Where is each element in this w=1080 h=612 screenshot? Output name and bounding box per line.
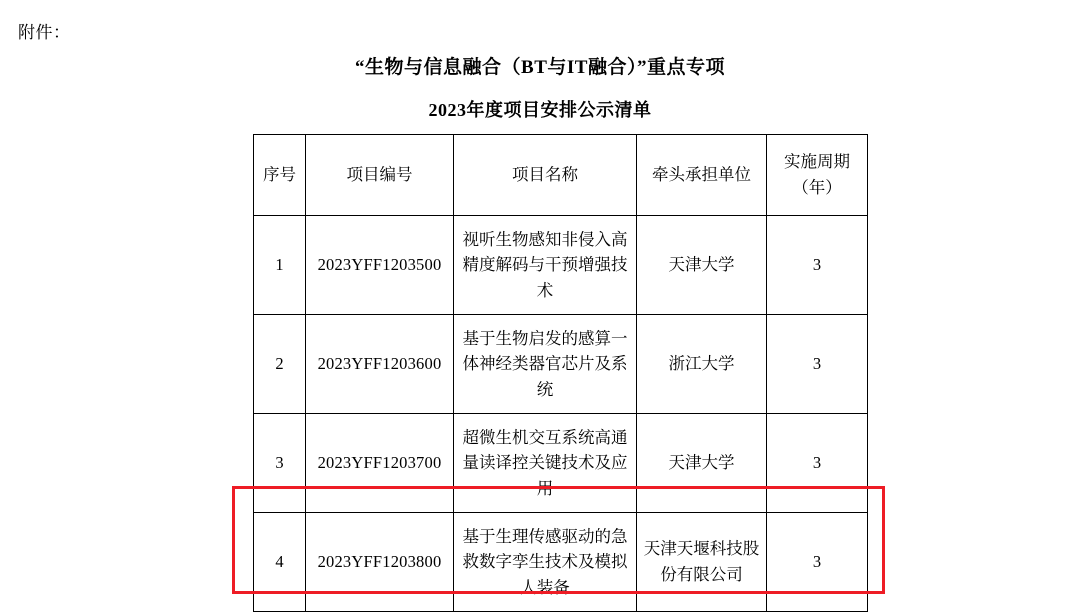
cell-years: 3 bbox=[767, 414, 868, 513]
cell-org: 浙江大学 bbox=[637, 315, 767, 414]
column-header-org: 牵头承担单位 bbox=[637, 135, 767, 216]
cell-no: 3 bbox=[254, 414, 306, 513]
column-header-code: 项目编号 bbox=[306, 135, 454, 216]
cell-code: 2023YFF1203700 bbox=[306, 414, 454, 513]
project-listing-table bbox=[253, 134, 868, 612]
cell-code: 2023YFF1203600 bbox=[306, 315, 454, 414]
cell-org: 天津大学 bbox=[637, 414, 767, 513]
column-header-no: 序号 bbox=[254, 135, 306, 216]
table-row bbox=[254, 216, 868, 315]
table-row-highlighted bbox=[254, 513, 868, 612]
cell-no: 4 bbox=[254, 513, 306, 612]
cell-no: 2 bbox=[254, 315, 306, 414]
cell-org: 天津大学 bbox=[637, 216, 767, 315]
table-header-row bbox=[254, 135, 868, 216]
table-row bbox=[254, 315, 868, 414]
cell-code: 2023YFF1203800 bbox=[306, 513, 454, 612]
page-title: “生物与信息融合（BT与IT融合）”重点专项 bbox=[355, 57, 725, 78]
cell-years: 3 bbox=[767, 216, 868, 315]
cell-org: 天津天堰科技股份有限公司 bbox=[637, 513, 767, 612]
cell-no: 1 bbox=[254, 216, 306, 315]
project-listing-table-wrapper bbox=[253, 134, 867, 612]
cell-name: 基于生理传感驱动的急救数字孪生技术及模拟人装备 bbox=[454, 513, 637, 612]
attachment-label: 附件： bbox=[18, 23, 71, 42]
cell-name: 视听生物感知非侵入高精度解码与干预增强技术 bbox=[454, 216, 637, 315]
table-row bbox=[254, 414, 868, 513]
column-header-name: 项目名称 bbox=[454, 135, 637, 216]
column-header-years: 实施周期（年） bbox=[767, 135, 868, 216]
cell-code: 2023YFF1203500 bbox=[306, 216, 454, 315]
cell-years: 3 bbox=[767, 315, 868, 414]
cell-name: 超微生机交互系统高通量读译控关键技术及应用 bbox=[454, 414, 637, 513]
cell-name: 基于生物启发的感算一体神经类器官芯片及系统 bbox=[454, 315, 637, 414]
page-subtitle: 2023年度项目安排公示清单 bbox=[428, 100, 652, 120]
cell-years: 3 bbox=[767, 513, 868, 612]
